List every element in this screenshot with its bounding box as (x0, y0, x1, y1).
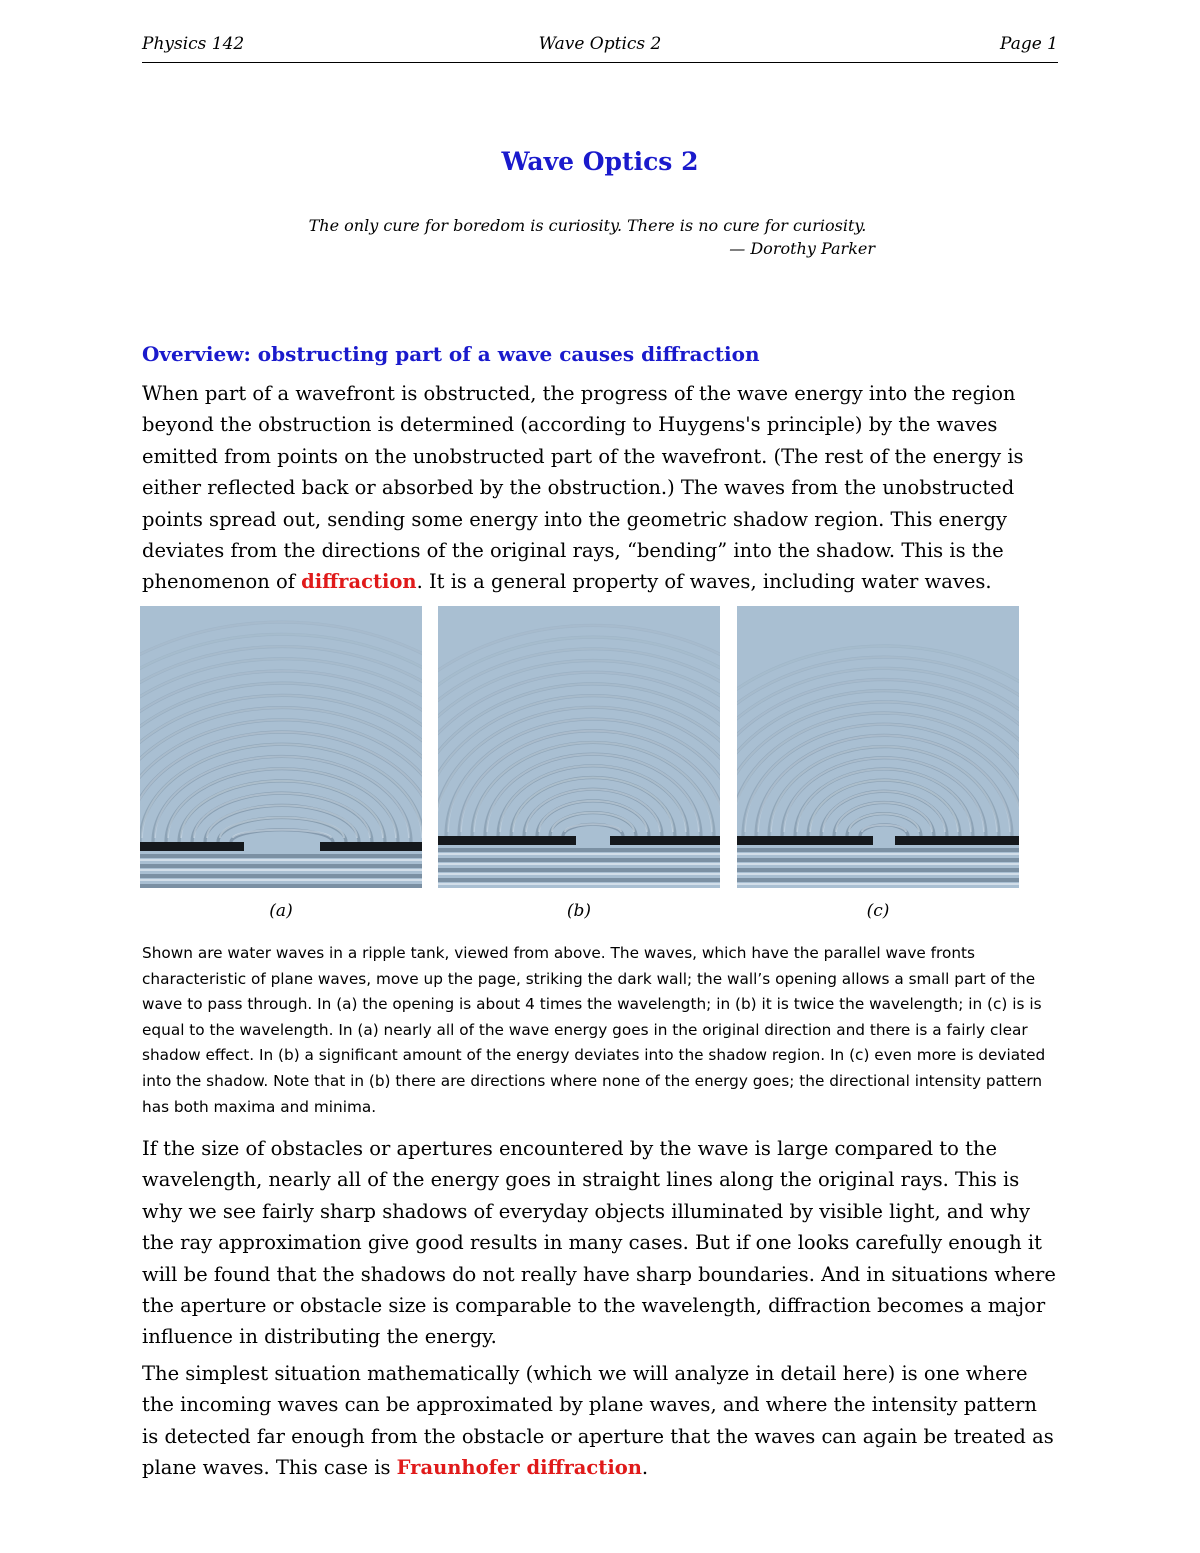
epigraph-attribution: — Dorothy Parker (729, 239, 875, 258)
ripple-photo-b-svg (438, 606, 720, 888)
incoming-wave-highlight (140, 859, 422, 861)
fraunhofer-text: The simplest situation mathematically (which we will analyze in detail here) is one where the incoming waves can be approximated by plane waves, and where the intensity pattern is detected far enough from the obstacle or aperture that the waves can again be treated as plane waves. This case is (142, 1362, 1054, 1480)
barrier-left (438, 836, 576, 845)
sharp-shadows-paragraph: If the size of obstacles or apertures encountered by the wave is large compared to the wavelength, nearly all of the energy goes in straight lines along the original rays. This is why we see fairly sharp shadows of everyday objects illuminated by visible light, and why the ray approximation give good results in many cases. But if one looks carefully enough it will be found that the shadows do not really have sharp boundaries. And in situations where the aperture or obstacle size is comparable to the wavelength, diffraction becomes a major influence in distributing the energy. (142, 1137, 1056, 1349)
header-page-number: Page 1 (1000, 34, 1058, 54)
page-title: Wave Optics 2 (501, 147, 699, 176)
incoming-wave-highlight (438, 883, 720, 885)
figure-label-a: (a) (269, 901, 293, 921)
incoming-wave-highlight (140, 879, 422, 881)
incoming-plane-wave (438, 858, 720, 862)
header-topic: Wave Optics 2 (538, 34, 662, 54)
incoming-plane-wave (140, 864, 422, 868)
incoming-plane-wave (737, 848, 1019, 852)
diffraction-term: diffraction (301, 570, 417, 594)
epigraph-quote: The only cure for boredom is curiosity. There is no cure for curiosity. (308, 216, 867, 235)
figure-label-c: (c) (866, 901, 890, 921)
overview-text: When part of a wavefront is obstructed, the progress of the wave energy into the region beyond the obstruction is determined (according to Huygens's principle) by the waves emitted from points on the unobstructed part of the wavefront. (The rest of the energy is either reflected back or absorbed by the obstruction.) The waves from the unobstructed points spread out, sending some energy into the geometric shadow region. This energy deviates from the directions of the original rays, “bending” into the shadow. This is the phenomenon of (142, 382, 1024, 594)
ripple-photo-a-svg (140, 606, 422, 888)
incoming-wave-highlight (438, 853, 720, 855)
barrier-right (895, 836, 1019, 845)
fraunhofer-term: Fraunhofer diffraction (396, 1456, 642, 1480)
incoming-wave-highlight (438, 863, 720, 865)
incoming-plane-wave (438, 848, 720, 852)
incoming-plane-wave (140, 884, 422, 888)
figure-caption: Shown are water waves in a ripple tank, viewed from above. The waves, which have the parallel wave fronts characteristic of plane waves, move up the page, striking the dark wall; the wall’s opening allows a small part of the wave to pass through. In (a) the opening is about 4 times the wavelength; in (b) it is twice the wavelength; in (c) is is equal to the wavelength. In (a) nearly all of the wave energy goes in the original direction and there is a fairly clear shadow effect. In (b) a significant amount of the energy deviates into the shadow region. In (c) even more is deviated into the shadow. Note that in (b) there are directions where none of the energy goes; the directional intensity pattern has both maxima and minima. (142, 944, 1046, 1116)
fraunhofer-paragraph (142, 1358, 1058, 1484)
ripple-tank-photo-b (438, 606, 720, 888)
incoming-wave-highlight (140, 869, 422, 871)
overview-text-end: . It is a general property of waves, including water waves. (416, 570, 992, 594)
incoming-wave-highlight (737, 853, 1019, 855)
barrier-left (737, 836, 873, 845)
incoming-plane-wave (737, 868, 1019, 872)
incoming-wave-highlight (438, 873, 720, 875)
incoming-plane-wave (140, 854, 422, 858)
ripple-photo-c-svg (737, 606, 1019, 888)
incoming-plane-wave (438, 868, 720, 872)
running-header (142, 32, 1058, 63)
incoming-wave-highlight (737, 883, 1019, 885)
overview-paragraph (142, 378, 1058, 598)
ripple-tank-photo-a (140, 606, 422, 888)
ripple-tank-photo-c (737, 606, 1019, 888)
barrier-right (610, 836, 720, 845)
incoming-plane-wave (737, 878, 1019, 882)
header-course: Physics 142 (142, 34, 245, 54)
incoming-plane-wave (438, 878, 720, 882)
incoming-plane-wave (737, 858, 1019, 862)
epigraph (300, 214, 875, 260)
incoming-wave-highlight (737, 863, 1019, 865)
incoming-wave-highlight (737, 873, 1019, 875)
incoming-plane-wave (140, 874, 422, 878)
barrier-right (320, 842, 422, 851)
figure-label-b: (b) (566, 901, 592, 921)
section-heading: Overview: obstructing part of a wave causes diffraction (142, 342, 760, 366)
fraunhofer-text-end: . (641, 1456, 649, 1480)
barrier-left (140, 842, 244, 851)
